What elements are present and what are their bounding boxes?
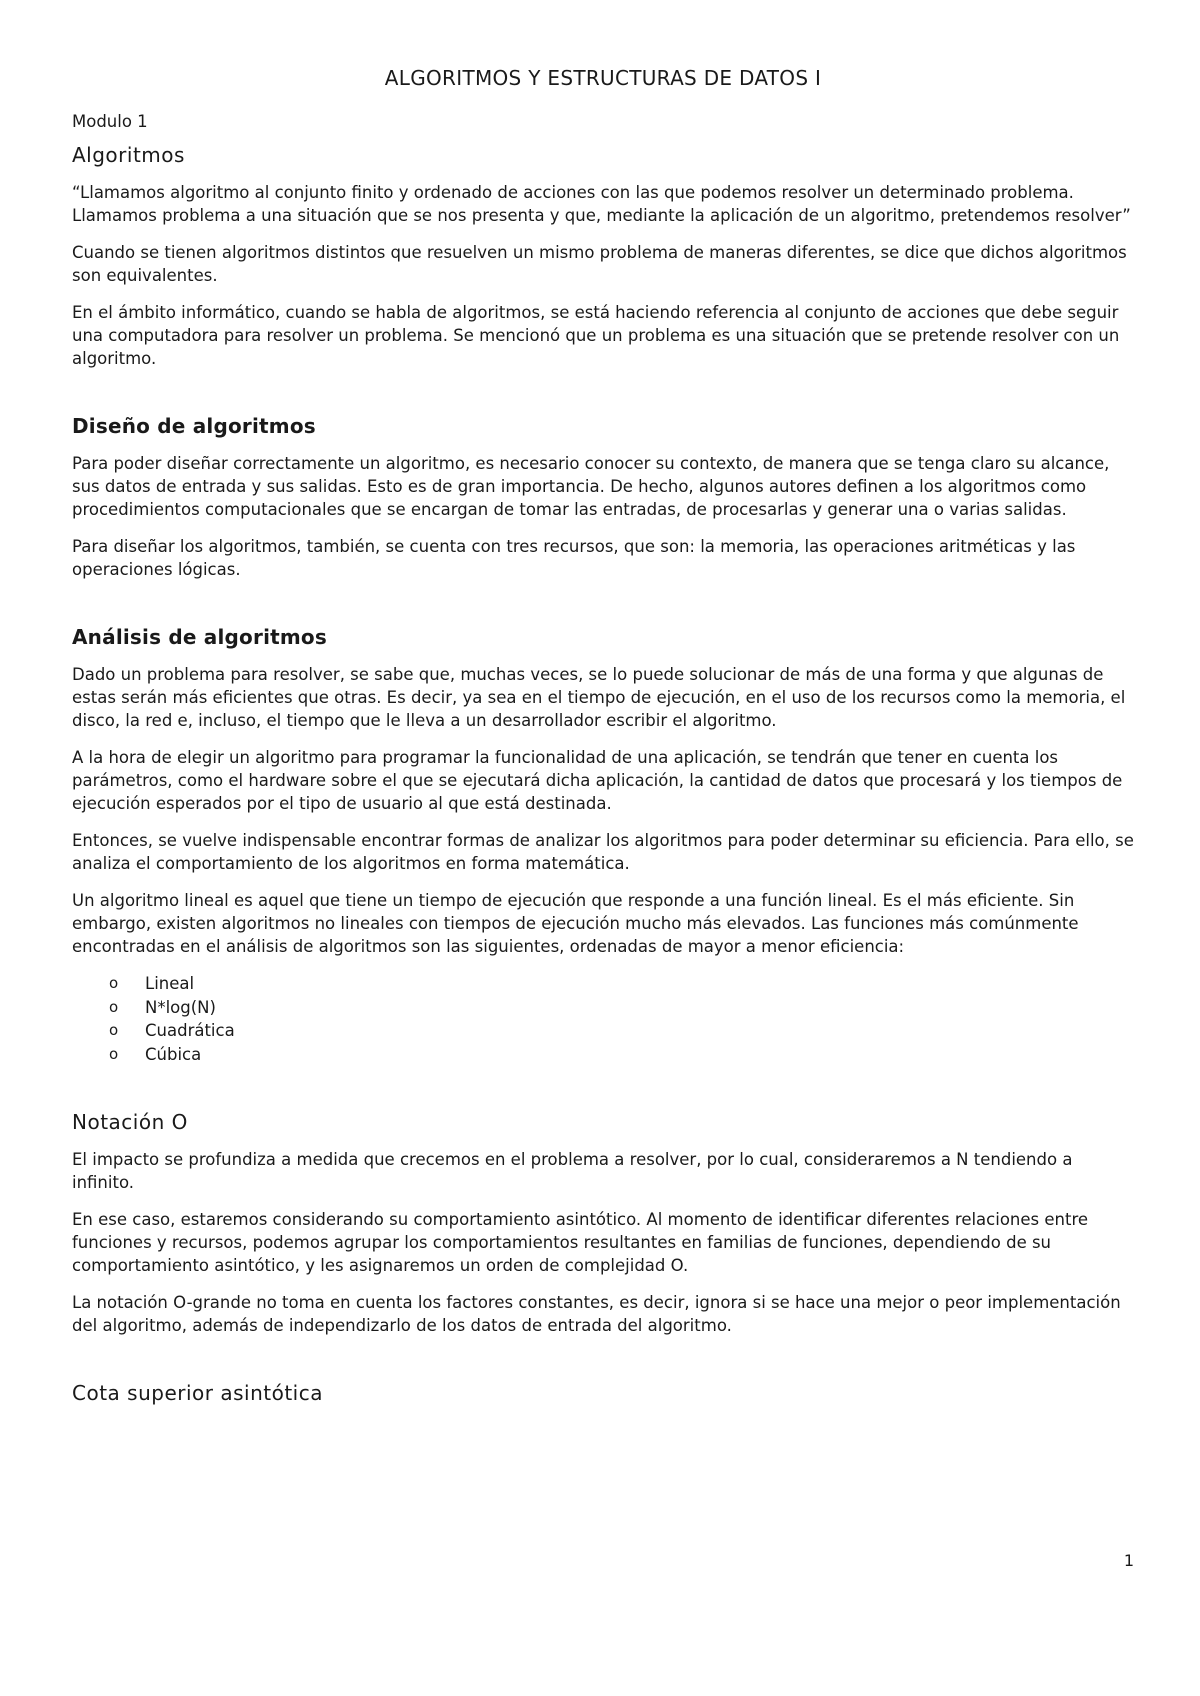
document-title: ALGORITMOS Y ESTRUCTURAS DE DATOS I: [384, 66, 822, 90]
paragraph: Un algoritmo lineal es aquel que tiene un tiempo de ejecución que responde a una función lineal. Es el más eficiente. Sin embargo, existen algoritmos no lineales con tiempos de ejecución mucho más elevados. Las funciones más comúnmente encontradas en el análisis de algoritmos son las siguientes, ordenadas de mayor a menor eficiencia:: [72, 891, 1079, 956]
section-heading-analisis: Análisis de algoritmos: [72, 625, 327, 649]
section-heading-cota-superior: Cota superior asintótica: [72, 1381, 323, 1405]
list-item: o N*log(N): [72, 996, 1134, 1020]
page-content: [72, 66, 1134, 1419]
bullet-marker: o: [109, 997, 119, 1016]
section-heading-notacion-o: Notación O: [72, 1110, 188, 1134]
bullet-marker: o: [109, 1044, 119, 1063]
list-item: o Cuadrática: [72, 1019, 1134, 1043]
module-label: Modulo 1: [72, 112, 148, 131]
paragraph: En ese caso, estaremos considerando su comportamiento asintótico. Al momento de identificar diferentes relaciones entre funciones y recursos, podemos agrupar los comportamientos resultantes en familias de funciones, dependiendo de su comportamiento asintótico, y les asignaremos un orden de complejidad O.: [72, 1210, 1089, 1275]
paragraph: Para diseñar los algoritmos, también, se cuenta con tres recursos, que son: la memoria, las operaciones aritméticas y las operaciones lógicas.: [72, 537, 1076, 579]
paragraph: El impacto se profundiza a medida que crecemos en el problema a resolver, por lo cual, consideraremos a N tendiendo a infinito.: [72, 1150, 1073, 1192]
paragraph: La notación O-grande no toma en cuenta los factores constantes, es decir, ignora si se hace una mejor o peor implementación del algoritmo, además de independizarlo de los datos de entrada del algoritmo.: [72, 1293, 1121, 1335]
paragraph: A la hora de elegir un algoritmo para programar la funcionalidad de una aplicación, se tendrán que tener en cuenta los parámetros, como el hardware sobre el que se ejecutará dicha aplicación, la cantidad de datos que procesará y los tiempos de ejecución esperados por el tipo de usuario al que está destinada.: [72, 748, 1123, 813]
bullet-marker: o: [109, 974, 119, 992]
section-heading-diseno: Diseño de algoritmos: [72, 414, 316, 438]
paragraph: Para poder diseñar correctamente un algoritmo, es necesario conocer su contexto, de manera que se tenga claro su alcance, sus datos de entrada y sus salidas. Esto es de gran importancia. De hecho, algunos autores definen a los algoritmos como procedimientos computacionales que se encargan de tomar las entradas, de procesarlas y generar una o varias salidas.: [72, 454, 1110, 519]
bullet-marker: o: [109, 1021, 119, 1039]
paragraph: En el ámbito informático, cuando se habla de algoritmos, se está haciendo referencia al conjunto de acciones que debe seguir una computadora para resolver un problema. Se mencionó que un problema es una situación que se pretende resolver con un algoritmo.: [72, 303, 1120, 368]
efficiency-list: [72, 972, 1134, 1066]
paragraph: Entonces, se vuelve indispensable encontrar formas de analizar los algoritmos para poder determinar su eficiencia. Para ello, se analiza el comportamiento de los algoritmos en forma matemática.: [72, 831, 1134, 873]
page-number: 1: [1123, 1551, 1134, 1570]
section-heading-algoritmos: Algoritmos: [72, 143, 185, 167]
paragraph: Cuando se tienen algoritmos distintos que resuelven un mismo problema de maneras diferentes, se dice que dichos algoritmos son equivalentes.: [72, 243, 1127, 285]
list-item: o Lineal: [72, 972, 1134, 996]
paragraph: “Llamamos algoritmo al conjunto finito y ordenado de acciones con las que podemos resolver un determinado problema. Llamamos problema a una situación que se nos presenta y que, mediante la aplicación de un algoritmo, pretendemos resolver”: [72, 183, 1131, 225]
list-item: o Cúbica: [72, 1043, 1134, 1067]
paragraph: Dado un problema para resolver, se sabe que, muchas veces, se lo puede solucionar de más de una forma y que algunas de estas serán más eficientes que otras. Es decir, ya sea en el tiempo de ejecución, en el uso de los recursos como la memoria, el disco, la red e, incluso, el tiempo que le lleva a un desarrollador escribir el algoritmo.: [72, 665, 1126, 730]
